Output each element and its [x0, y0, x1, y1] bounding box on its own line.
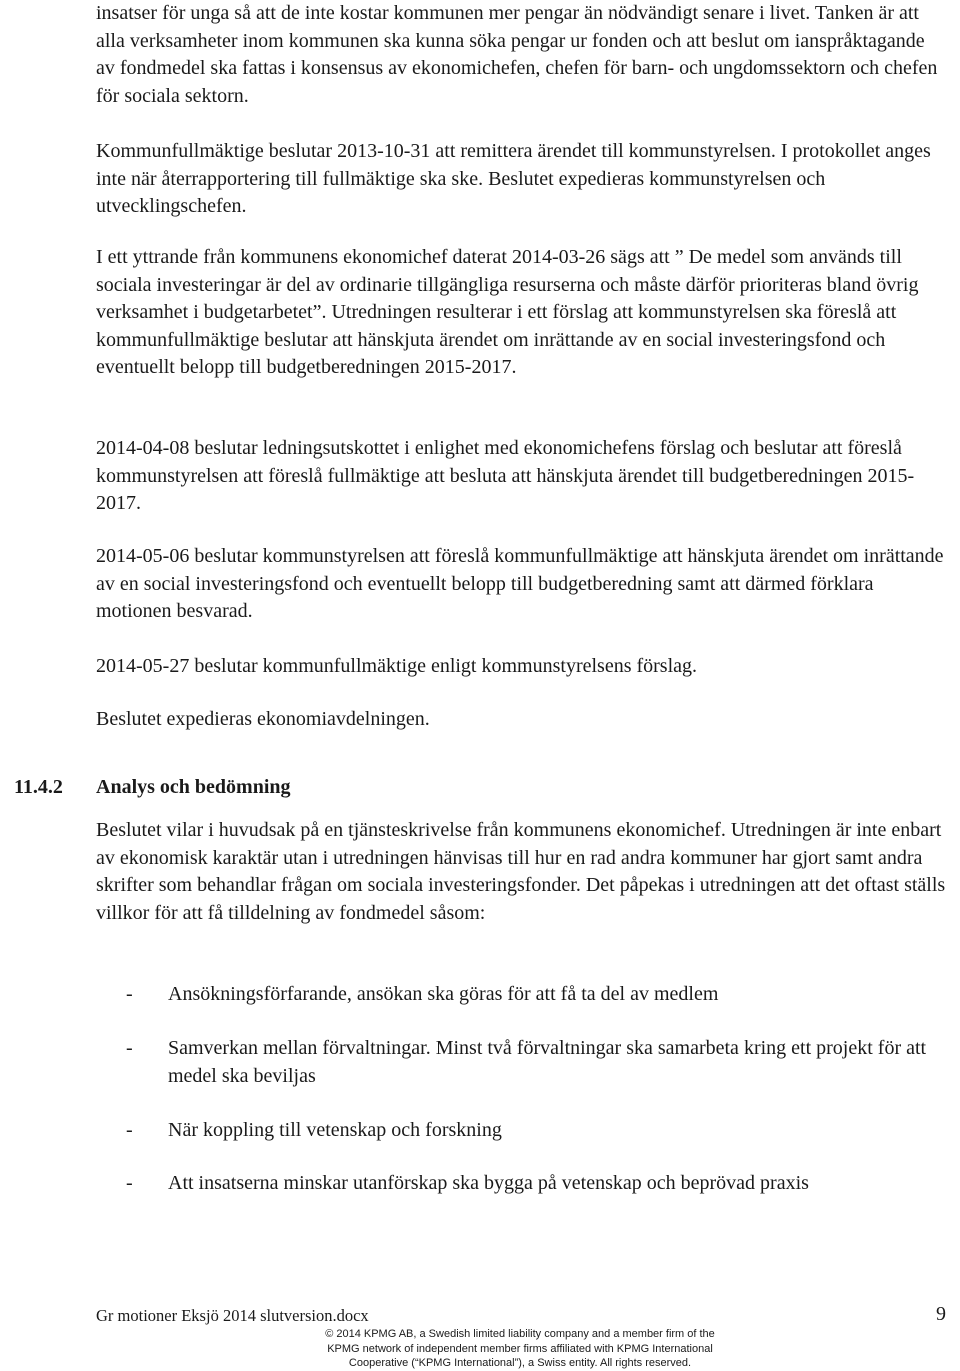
footer-filename: Gr motioner Eksjö 2014 slutversion.docx — [96, 1306, 369, 1325]
paragraph-council-decision-2013: Kommunfullmäktige beslutar 2013-10-31 att remittera ärendet till kommunstyrelsen. I protokollet anges inte när återrapportering till fullmäktige ska ske. Beslutet expedieras kommunstyrelsen och utvecklingschefen. — [96, 140, 931, 217]
paragraph-committee-decision: 2014-04-08 beslutar ledningsutskottet i enlighet med ekonomichefens förslag och beslutar att föreslå kommunstyrelsen att föreslå fullmäktige att besluta att hänskjuta ärendet till budgetberedningen 2015-2017. — [96, 437, 915, 514]
paragraph-council-decision-2014: 2014-05-27 beslutar kommunfullmäktige enligt kommunstyrelsens förslag. — [96, 655, 698, 677]
list-item-text: Samverkan mellan förvaltningar. Minst två förvaltningar ska samarbeta kring ett projekt för att medel ska beviljas — [168, 1037, 927, 1087]
list-item-text: När koppling till vetenskap och forskning — [168, 1119, 502, 1141]
footer-copyright — [290, 1327, 750, 1371]
list-item-text: Att insatserna minskar utanförskap ska bygga på vetenskap och beprövad praxis — [168, 1172, 809, 1194]
list-dash: - — [126, 1172, 133, 1194]
list-dash: - — [126, 1119, 133, 1141]
paragraph-intro-continuation: insatser för unga så att de inte kostar kommunen mer pengar än nödvändigt senare i livet. Tanken är att alla verksamheter inom kommunen ska kunna söka pengar ur fonden och att beslut om ianspråktagande av fondmedel ska fattas i konsensus av ekonomichefen, chefen för barn- och ungdomssektorn och chefen för sociala sektorn. — [96, 2, 938, 107]
list-dash: - — [126, 983, 133, 1005]
paragraph-economist-statement: I ett yttrande från kommunens ekonomichef daterat 2014-03-26 sägs att ” De medel som används till sociala investeringar är del av ordinarie tillgängliga resurserna och måste därför prioriteras bland övrig verksamhet i budgetarbetet”. Utredningen resulterar i ett förslag att kommunstyrelsen ska föreslå att kommunfullmäktige beslutar att hänskjuta ärendet om inrättande av en social investeringsfond och eventuellt belopp till budgetberedningen 2015-2017. — [96, 246, 919, 378]
list-item-text: Ansökningsförfarande, ansökan ska göras för att få ta del av medlem — [168, 983, 719, 1005]
copyright-line: © 2014 KPMG AB, a Swedish limited liability company and a member firm of the — [325, 1328, 715, 1340]
paragraph-analysis: Beslutet vilar i huvudsak på en tjänsteskrivelse från kommunens ekonomichef. Utredningen är inte enbart av ekonomisk karaktär utan i utredningen hänvisas till hur en rad andra kommuner har gjort samt andra skrifter som behandlar frågan om sociala investeringsfonder. Det påpekas i utredningen att det oftast ställs villkor för att få tilldelning av fondmedel såsom: — [96, 819, 946, 924]
copyright-line: Cooperative (“KPMG International”), a Swiss entity. All rights reserved. — [348, 1357, 692, 1369]
section-number: 11.4.2 — [14, 776, 63, 798]
section-title: Analys och bedömning — [96, 776, 291, 798]
copyright-line: KPMG network of independent member firms affiliated with KPMG International — [327, 1342, 713, 1355]
list-dash: - — [126, 1037, 133, 1059]
paragraph-dispatch: Beslutet expedieras ekonomiavdelningen. — [96, 708, 430, 730]
paragraph-board-decision: 2014-05-06 beslutar kommunstyrelsen att föreslå kommunfullmäktige att hänskjuta ärendet om inrättande av en social investeringsfond och eventuellt belopp till budgetberedning samt att därmed förklara motionen besvarad. — [96, 545, 944, 622]
page-number: 9 — [936, 1303, 946, 1325]
